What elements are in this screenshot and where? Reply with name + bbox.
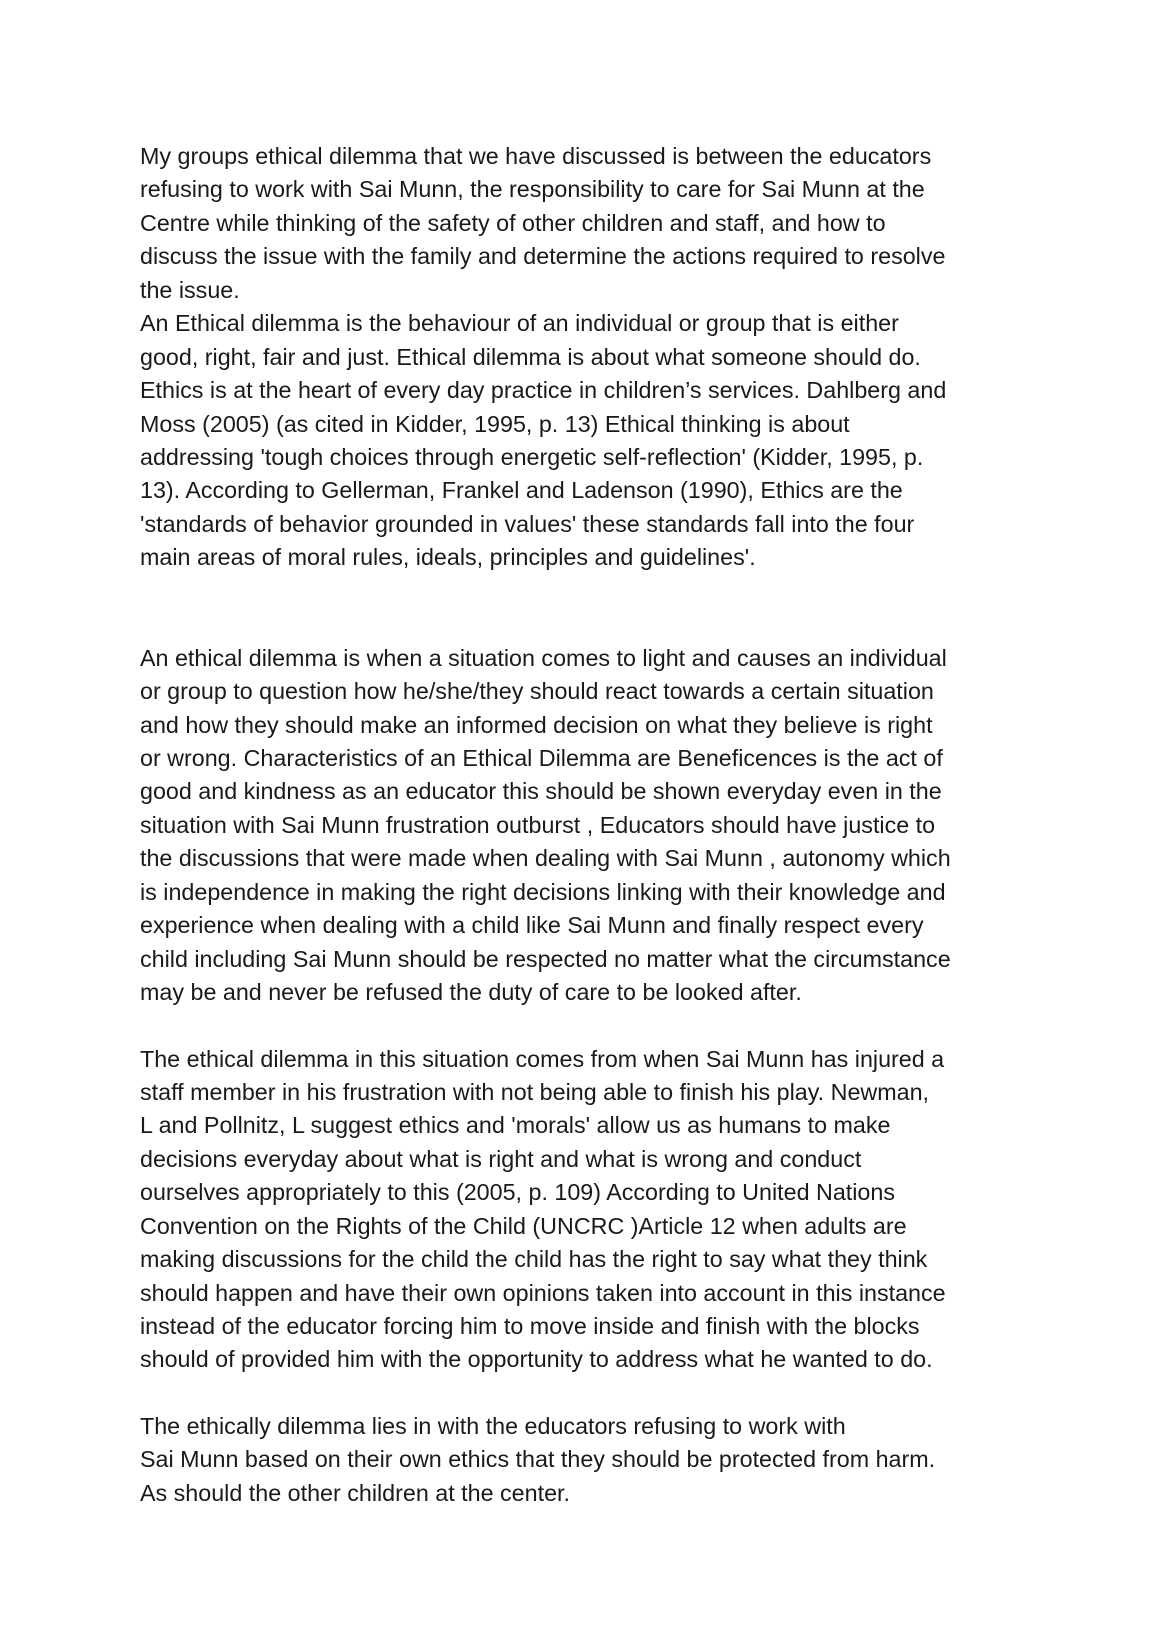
document-body — [140, 140, 1030, 1510]
paragraph-spacer — [140, 1010, 1030, 1043]
text-line: child including Sai Munn should be respected no matter what the circumstance — [140, 945, 951, 972]
text-line: 'standards of behavior grounded in values' these standards fall into the four — [140, 510, 915, 537]
text-line: may be and never be refused the duty of care to be looked after. — [140, 979, 802, 1006]
text-line: and how they should make an informed decision on what they believe is right — [140, 711, 933, 738]
text-line: discuss the issue with the family and determine the actions required to resolve — [140, 243, 946, 270]
text-line: The ethically dilemma lies in with the educators refusing to work with — [140, 1412, 846, 1439]
text-line: The ethical dilemma in this situation comes from when Sai Munn has injured a — [140, 1045, 945, 1072]
text-line: instead of the educator forcing him to move inside and finish with the blocks — [140, 1313, 920, 1339]
text-line: As should the other children at the center. — [140, 1479, 570, 1506]
text-line: should of provided him with the opportunity to address what he wanted to do. — [140, 1346, 933, 1373]
text-line: ourselves appropriately to this (2005, p. 109) According to United Nations — [140, 1179, 895, 1206]
text-line: Sai Munn based on their own ethics that they should be protected from harm. — [140, 1446, 936, 1473]
text-line: should happen and have their own opinions taken into account in this instance — [140, 1279, 946, 1306]
text-line: My groups ethical dilemma that we have discussed is between the educators — [140, 143, 932, 169]
text-line: or wrong. Characteristics of an Ethical Dilemma are Beneficences is the act of — [140, 745, 943, 771]
text-line: Centre while thinking of the safety of other children and staff, and how to — [140, 209, 886, 236]
text-line: addressing 'tough choices through energetic self-reflection' (Kidder, 1995, p. — [140, 443, 924, 470]
paragraph-conclusion — [140, 1410, 1030, 1510]
text-line: or group to question how he/she/they should react towards a certain situation — [140, 678, 934, 705]
text-line: refusing to work with Sai Munn, the responsibility to care for Sai Munn at the — [140, 176, 925, 203]
text-line: staff member in his frustration with not being able to finish his play. Newman, — [140, 1078, 930, 1105]
text-line: Convention on the Rights of the Child (UNCRC )Article 12 when adults are — [140, 1212, 907, 1239]
text-line: experience when dealing with a child like Sai Munn and finally respect every — [140, 912, 924, 939]
text-line: good, right, fair and just. Ethical dilemma is about what someone should do. — [140, 343, 921, 370]
text-line: Moss (2005) (as cited in Kidder, 1995, p. 13) Ethical thinking is about — [140, 410, 850, 437]
text-line: An ethical dilemma is when a situation comes to light and causes an individual — [140, 644, 947, 671]
text-line: good and kindness as an educator this should be shown everyday even in the — [140, 778, 942, 805]
text-line: 13). According to Gellerman, Frankel and Ladenson (1990), Ethics are the — [140, 477, 903, 504]
paragraph-characteristics — [140, 642, 1030, 1010]
text-line: the discussions that were made when dealing with Sai Munn , autonomy which — [140, 845, 951, 872]
text-line: decisions everyday about what is right and what is wrong and conduct — [140, 1145, 862, 1172]
paragraph-situation — [140, 1043, 1030, 1377]
text-line: An Ethical dilemma is the behaviour of an individual or group that is either — [140, 310, 899, 337]
text-line: is independence in making the right decisions linking with their knowledge and — [140, 878, 946, 905]
text-line: main areas of moral rules, ideals, principles and guidelines'. — [140, 544, 756, 571]
text-line: the issue. — [140, 276, 240, 303]
text-line: making discussions for the child the child has the right to say what they think — [140, 1246, 928, 1273]
text-line: Ethics is at the heart of every day practice in children’s services. Dahlberg and — [140, 377, 947, 404]
paragraph-spacer — [140, 575, 1030, 642]
paragraph-spacer — [140, 1377, 1030, 1410]
text-line: L and Pollnitz, L suggest ethics and 'morals' allow us as humans to make — [140, 1112, 891, 1139]
paragraph-ethical-dilemma-definition — [140, 307, 1030, 575]
paragraph-ethical-dilemma-intro — [140, 140, 1030, 307]
text-line: situation with Sai Munn frustration outburst , Educators should have justice to — [140, 811, 936, 838]
